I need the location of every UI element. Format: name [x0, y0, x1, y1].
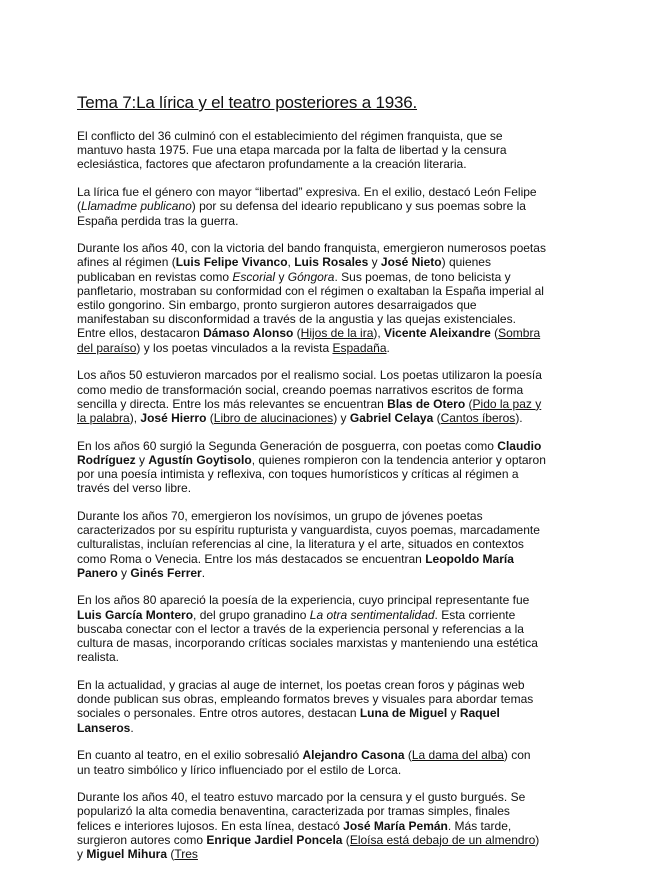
- bold-name: Agustín Goytisolo: [148, 452, 252, 467]
- text-run: ),: [129, 410, 141, 425]
- paragraph: [77, 185, 547, 228]
- text-run: (: [206, 410, 214, 425]
- bold-name: Luis García Montero: [77, 607, 194, 622]
- text-run: ) con un teatro simbólico y lírico influenciado por el estilo de Lorca.: [77, 748, 531, 777]
- text-run: (: [167, 847, 175, 862]
- paragraph: [77, 509, 547, 580]
- underlined-work-title: Cantos íberos: [440, 410, 516, 425]
- text-run: ) y los poetas vinculados a la revista: [136, 340, 333, 355]
- bold-name: Gabriel Celaya: [349, 410, 434, 425]
- text-run: ) quienes publicaban en revistas como: [77, 255, 491, 284]
- page-title: Tema 7:La lírica y el teatro posteriores a 1936.: [77, 93, 418, 112]
- bold-name: Luis Felipe Vivanco: [175, 255, 288, 270]
- text-run: .: [130, 720, 134, 735]
- bold-name: Dámaso Alonso: [203, 326, 294, 341]
- underlined-work-title: Libro de alucinaciones: [213, 410, 334, 425]
- italic-title: Góngora: [287, 269, 335, 284]
- text-run: . Sus poemas, de tono belicista y panfletario, mostraban su conformidad con el régimen o exaltaban la España imperial al estilo gongorino. Sin embargo, pronto surgieron autores desarraigados que manifestaban su disconformidad a través de la angustia y las quejas existenciales. Entre ellos, destacaron: [77, 269, 544, 341]
- text-run: y: [135, 452, 149, 467]
- text-run: ) y: [77, 832, 540, 862]
- text-run: La lírica fue el género con mayor “libertad” expresiva. En el exilio, destacó León Felipe (: [77, 185, 537, 214]
- text-run: (: [433, 410, 441, 425]
- bold-name: Ginés Ferrer: [130, 565, 202, 580]
- bold-name: Alejandro Casona: [302, 748, 405, 763]
- text-run: Los años 50 estuvieron marcados por el realismo social. Los poetas utilizaron la poesía como medio de transformación social, creando poemas narrativos escritos de forma sencilla y directa. Entre los más relevantes se encuentran: [77, 368, 542, 411]
- bold-name: Claudio Rodríguez: [77, 438, 542, 467]
- text-run: , del grupo granadino: [193, 607, 310, 622]
- bold-name: José Hierro: [140, 410, 207, 425]
- bold-name: Vicente Aleixandre: [384, 326, 491, 341]
- underlined-work-title: Pido la paz y la palabra: [77, 396, 542, 425]
- underlined-work-title: La dama del alba: [411, 748, 504, 763]
- document-page: [77, 92, 547, 875]
- bold-name: Enrique Jardiel Poncela: [206, 832, 343, 847]
- underlined-work-title: Eloísa está debajo de un almendro: [349, 832, 536, 847]
- text-run: . Más tarde, surgieron autores como: [77, 818, 512, 847]
- italic-title: Llamadme publicano: [81, 199, 192, 214]
- bold-name: José Nieto: [380, 255, 442, 270]
- underlined-work-title: Sombra del paraíso: [77, 326, 541, 355]
- text-run: (: [342, 832, 350, 847]
- underlined-work-title: Espadaña: [332, 340, 387, 355]
- text-run: ),: [373, 326, 385, 341]
- text-run: ) y: [333, 410, 350, 425]
- text-run: (: [404, 748, 412, 763]
- text-run: Durante los años 40, el teatro estuvo marcado por la censura y el gusto burgués. Se popularizó la alta comedia benaventina, caracterizada por tramas simples, finales felices e interiores lujosos. En esta línea, destacó: [77, 790, 526, 833]
- text-run: y: [275, 269, 288, 284]
- text-run: En cuanto al teatro, en el exilio sobresalió: [77, 748, 303, 763]
- paragraph: [77, 790, 547, 861]
- paragraph: [77, 439, 547, 496]
- text-run: ,: [287, 255, 295, 270]
- paragraph: [77, 593, 547, 664]
- paragraph: [77, 241, 547, 355]
- italic-title: Escorial: [232, 269, 276, 284]
- text-run: y: [447, 706, 460, 721]
- text-run: (: [490, 326, 499, 341]
- text-run: y: [117, 565, 131, 580]
- text-run: En los años 80 apareció la poesía de la experiencia, cuyo principal representante fue: [77, 593, 530, 608]
- text-run: Durante los años 40, con la victoria del bando franquista, emergieron numerosos poetas afines al régimen (: [77, 241, 546, 270]
- bold-name: Raquel Lanseros: [77, 706, 500, 735]
- paragraph: [77, 678, 547, 735]
- text-run: En los años 60 surgió la Segunda Generación de posguerra, con poetas como: [77, 438, 498, 453]
- text-run: ) por su defensa del ideario republicano y sus poemas sobre la España perdida tras la guerra.: [77, 199, 526, 228]
- text-run: Durante los años 70, emergieron los novísimos, un grupo de jóvenes poetas caracterizados por su espíritu rupturista y vanguardista, cuyos poemas, marcadamente culturalistas, incluían referencias al cine, la literatura y el arte, situados en contextos como Roma o Venecia. Entre los más destacados se encuentran: [77, 508, 540, 566]
- text-run: , quienes rompieron con la tendencia anterior y optaron por una poesía intimista y reflexiva, con toques humorísticos y críticas al régimen a través del verso libre.: [77, 452, 546, 496]
- underlined-work-title: Hijos de la ira: [300, 326, 374, 341]
- text-run: El conflicto del 36 culminó con el establecimiento del régimen franquista, que se mantuvo hasta 1975. Fue una etapa marcada por la falta de libertad y la censura eclesiástica, factores que afectaron profundamente a la creación literaria.: [77, 129, 507, 172]
- text-run: .: [201, 565, 206, 580]
- document-body: [77, 129, 547, 861]
- bold-name: Luna de Miguel: [359, 706, 448, 721]
- bold-name: José María Pemán: [343, 818, 448, 833]
- bold-name: Leopoldo María Panero: [77, 551, 514, 580]
- bold-name: Blas de Otero: [387, 396, 466, 411]
- text-run: (: [293, 326, 301, 341]
- underlined-work-title: Tres: [174, 847, 198, 862]
- paragraph: [77, 748, 547, 776]
- text-run: (: [465, 396, 473, 411]
- bold-name: Miguel Mihura: [86, 847, 168, 862]
- bold-name: Luis Rosales: [294, 255, 369, 270]
- italic-title: La otra sentimentalidad: [309, 607, 435, 622]
- text-run: En la actualidad, y gracias al auge de internet, los poetas crean foros y páginas web donde publican sus obras, empleando formatos breves y visuales para abordar temas sociales o personales. Entre otros autores, destacan: [77, 678, 534, 721]
- text-run: ).: [515, 410, 523, 425]
- paragraph: [77, 129, 547, 172]
- text-run: . Esta corriente buscaba conectar con el lector a través de la experiencia personal y referencias a la cultura de masas, incorporando críticas sociales marxistas y manteniendo una estética realista.: [77, 607, 538, 665]
- text-run: .: [386, 340, 390, 355]
- paragraph: [77, 368, 547, 425]
- text-run: y: [368, 255, 381, 270]
